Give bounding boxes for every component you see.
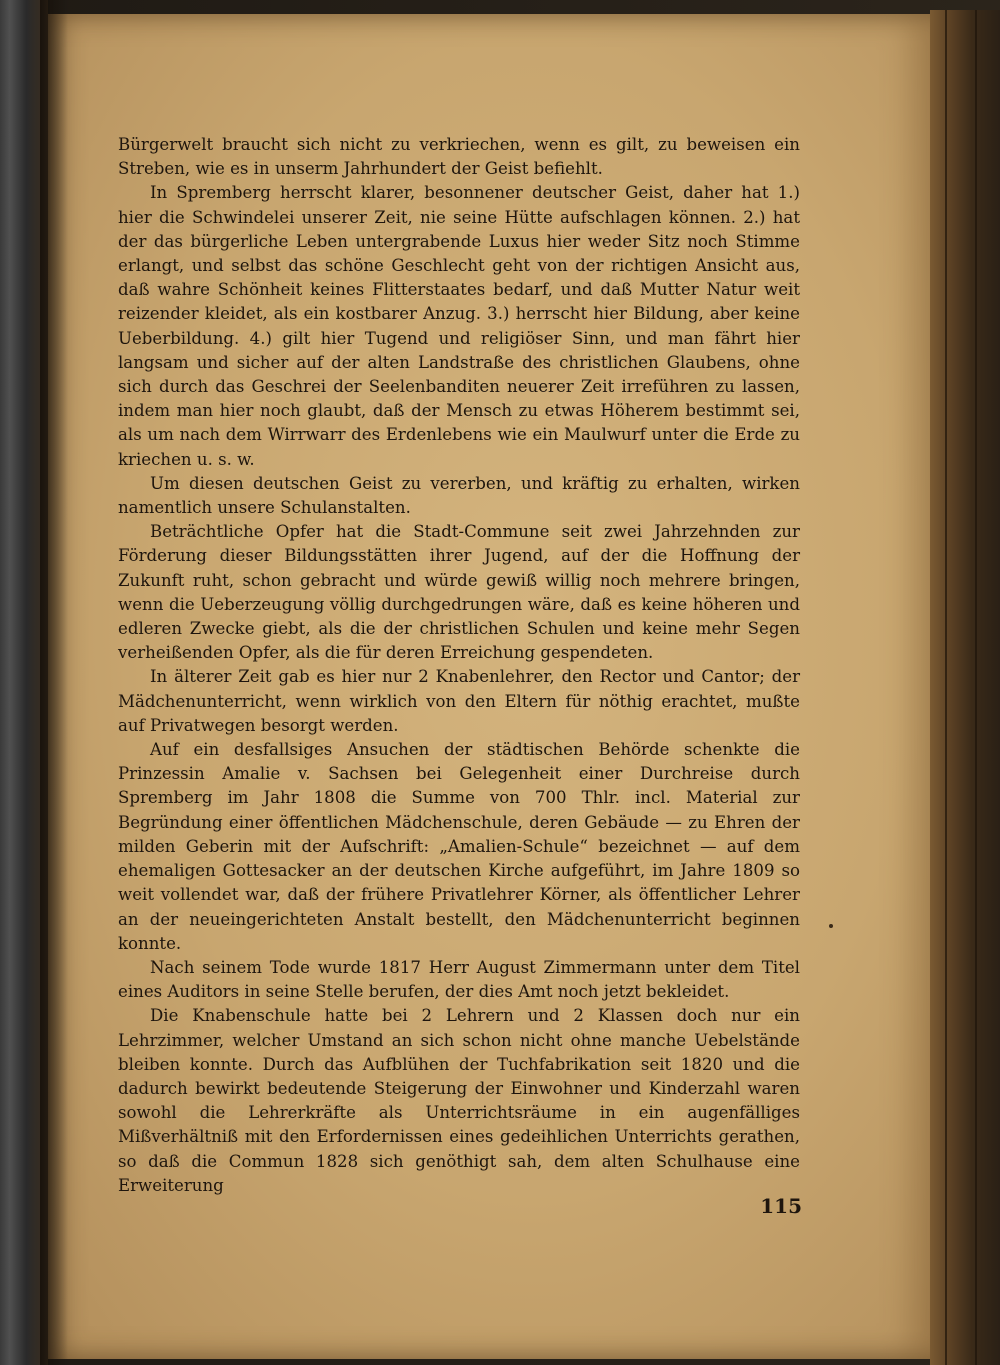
paragraph: Die Knabenschule hatte bei 2 Lehrern und 2 Klassen doch nur ein Lehrzimmer, welcher Umstand an sich schon nicht ohne manche Uebelstände bleiben konnte. Durch das Aufblühen der Tuchfabrikation seit 1820 und die dadurch bewirkt bedeutende Steigerung der Einwohner und Kinderzahl waren sowohl die Lehrerkräfte als Unterrichtsräume in ein augenfälliges Mißverhältniß mit den Erfordernissen eines gedeihlichen Unterrichts gerathen, so daß die Commun 1828 sich genöthigt sah, dem alten Schulhause eine Erweiterung — [118, 1006, 800, 1195]
paragraph: Beträchtliche Opfer hat die Stadt-Commune seit zwei Jahrzehnden zur Förderung dieser Bildungsstätten ihrer Jugend, auf der die Hoffnung der Zukunft ruht, schon gebracht und würde gewiß willig noch mehrere bringen, wenn die Ueberzeugung völlig durchgedrungen wäre, daß es keine höheren und edleren Zwecke giebt, als die der christlichen Schulen und keine mehr Segen verheißenden Opfer, als die für deren Erreichung gespendeten. — [118, 522, 800, 663]
paragraph: In älterer Zeit gab es hier nur 2 Knabenlehrer, den Rector und Cantor; der Mädchenunterricht, wenn wirklich von den Eltern für nöthig erachtet, mußte auf Privatwegen besorgt werden. — [118, 667, 800, 735]
paragraph: Um diesen deutschen Geist zu vererben, und kräftig zu erhalten, wirken namentlich unsere Schulanstalten. — [118, 473, 800, 518]
page-edge-line — [945, 10, 947, 1365]
body-text — [118, 133, 800, 1198]
page-number: 115 — [760, 1194, 802, 1218]
gutter-shadow — [40, 0, 68, 1365]
paragraph: Bürgerwelt braucht sich nicht zu verkriechen, wenn es gilt, zu beweisen ein Streben, wie es in unserm Jahrhundert der Geist befiehlt. — [118, 135, 800, 179]
ink-speck — [829, 924, 833, 928]
page-edge-line — [975, 10, 977, 1365]
book-page-edge — [930, 10, 1000, 1365]
paragraph: Auf ein desfallsiges Ansuchen der städtischen Behörde schenkte die Prinzessin Amalie v. Sachsen bei Gelegenheit einer Durchreise durch Spremberg im Jahr 1808 die Summe von 700 Thlr. incl. Material zur Begründung einer öffentlichen Mädchenschule, deren Gebäude — zu Ehren der milden Geberin mit der Aufschrift: „Amalien-Schule“ bezeichnet — auf dem ehemaligen Gottesacker an der deutschen Kirche aufgeführt, im Jahre 1809 so weit vollendet war, daß der frühere Privatlehrer Körner, als öffentlicher Lehrer an der neueingerichteten Anstalt bestellt, den Mädchenunterricht beginnen konnte. — [118, 740, 800, 953]
paragraph: Nach seinem Tode wurde 1817 Herr August Zimmermann unter dem Titel eines Auditors in seine Stelle berufen, der dies Amt noch jetzt bekleidet. — [118, 957, 800, 1002]
paragraph: In Spremberg herrscht klarer, besonnener deutscher Geist, daher hat 1.) hier die Schwindelei unserer Zeit, nie seine Hütte aufschlagen können. 2.) hat der das bürgerliche Leben untergrabende Luxus hier weder Sitz noch Stimme erlangt, und selbst das schöne Geschlecht geht von der richtigen Ansicht aus, daß wahre Schönheit keines Flitterstaates bedarf, und daß Mutter Natur weit reizender kleidet, als ein kostbarer Anzug. 3.) herrscht hier Bildung, aber keine Ueberbildung. 4.) gilt hier Tugend und religiöser Sinn, und man fährt hier langsam und sicher auf der alten Landstraße des christlichen Glaubens, ohne sich durch das Geschrei der Seelenbanditen neuerer Zeit irreführen zu lassen, indem man hier noch glaubt, daß der Mensch zu etwas Höherem bestimmt sei, als um nach dem Wirrwarr des Erdenlebens wie ein Maulwurf unter die Erde zu kriechen u. s. w. — [118, 183, 800, 469]
